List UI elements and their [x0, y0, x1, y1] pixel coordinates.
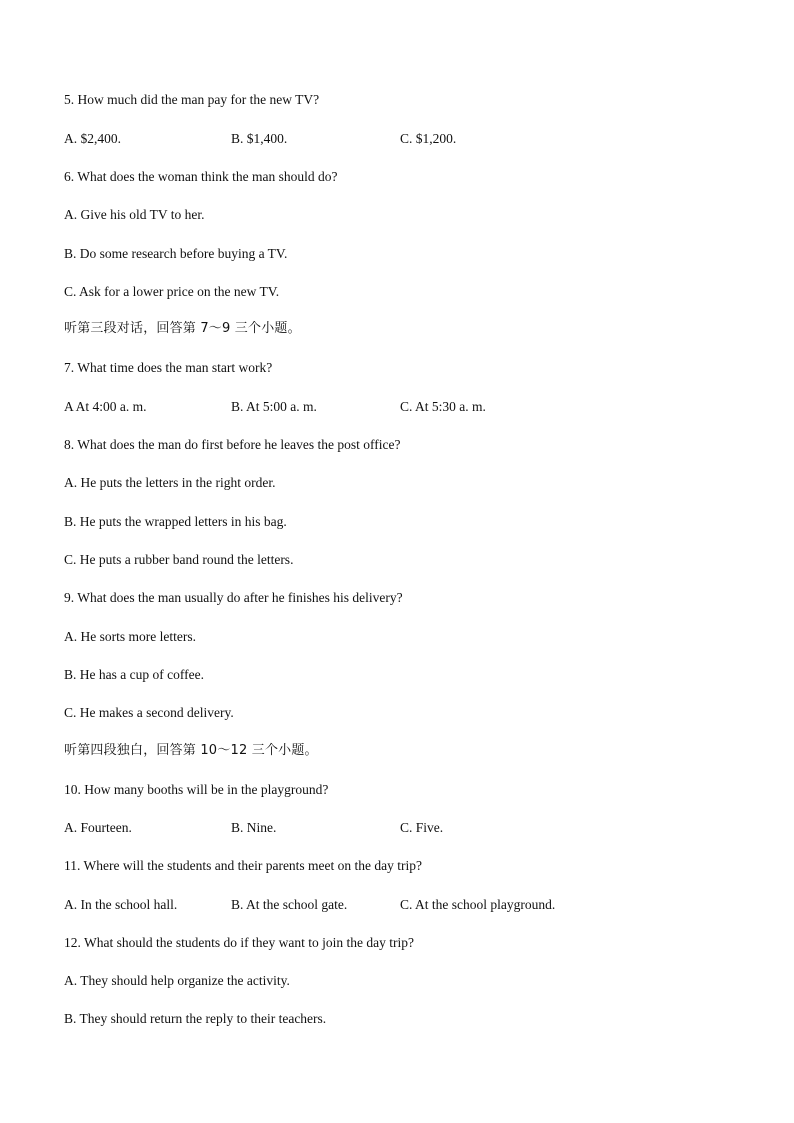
question-10-option-c: C. Five.	[400, 820, 444, 835]
question-5-option-b: B. $1,400.	[231, 131, 288, 146]
question-6-option-a: A. Give his old TV to her.	[64, 207, 205, 222]
question-8-option-a: A. He puts the letters in the right order.	[64, 475, 276, 490]
question-10-option-b: B. Nine.	[231, 820, 277, 835]
question-12-option-a: A. They should help organize the activity.	[64, 973, 290, 988]
question-6-option-b: B. Do some research before buying a TV.	[64, 246, 288, 261]
question-12-option-b: B. They should return the reply to their teachers.	[64, 1011, 327, 1026]
question-8-stem: 8. What does the man do first before he leaves the post office?	[64, 437, 401, 452]
question-11-option-c: C. At the school playground.	[400, 897, 556, 912]
question-9-option-c: C. He makes a second delivery.	[64, 705, 234, 720]
question-9-stem: 9. What does the man usually do after he finishes his delivery?	[64, 590, 403, 605]
question-12-stem: 12. What should the students do if they want to join the day trip?	[64, 935, 414, 950]
question-10-stem: 10. How many booths will be in the playground?	[64, 782, 329, 797]
question-6-stem: 6. What does the woman think the man should do?	[64, 169, 338, 184]
section-4-instruction: 听第四段独白，回答第 10～12 三个小题。	[64, 743, 318, 758]
question-11-option-a: A. In the school hall.	[64, 897, 178, 912]
question-7-option-a: A At 4:00 a. m.	[64, 399, 147, 414]
question-7-option-c: C. At 5:30 a. m.	[400, 399, 486, 414]
question-6-option-c: C. Ask for a lower price on the new TV.	[64, 284, 280, 299]
question-5-option-a: A. $2,400.	[64, 131, 121, 146]
section-3-instruction: 听第三段对话，回答第 7～9 三个小题。	[64, 321, 301, 336]
question-8-option-b: B. He puts the wrapped letters in his bag.	[64, 514, 287, 529]
question-7-stem: 7. What time does the man start work?	[64, 360, 273, 375]
question-5-option-c: C. $1,200.	[400, 131, 457, 146]
question-9-option-a: A. He sorts more letters.	[64, 629, 196, 644]
question-7-option-b: B. At 5:00 a. m.	[231, 399, 317, 414]
question-9-option-b: B. He has a cup of coffee.	[64, 667, 204, 682]
question-10-option-a: A. Fourteen.	[64, 820, 132, 835]
question-8-option-c: C. He puts a rubber band round the letters.	[64, 552, 294, 567]
question-11-stem: 11. Where will the students and their parents meet on the day trip?	[64, 858, 423, 873]
question-5-stem: 5. How much did the man pay for the new TV?	[64, 92, 320, 107]
question-11-option-b: B. At the school gate.	[231, 897, 348, 912]
